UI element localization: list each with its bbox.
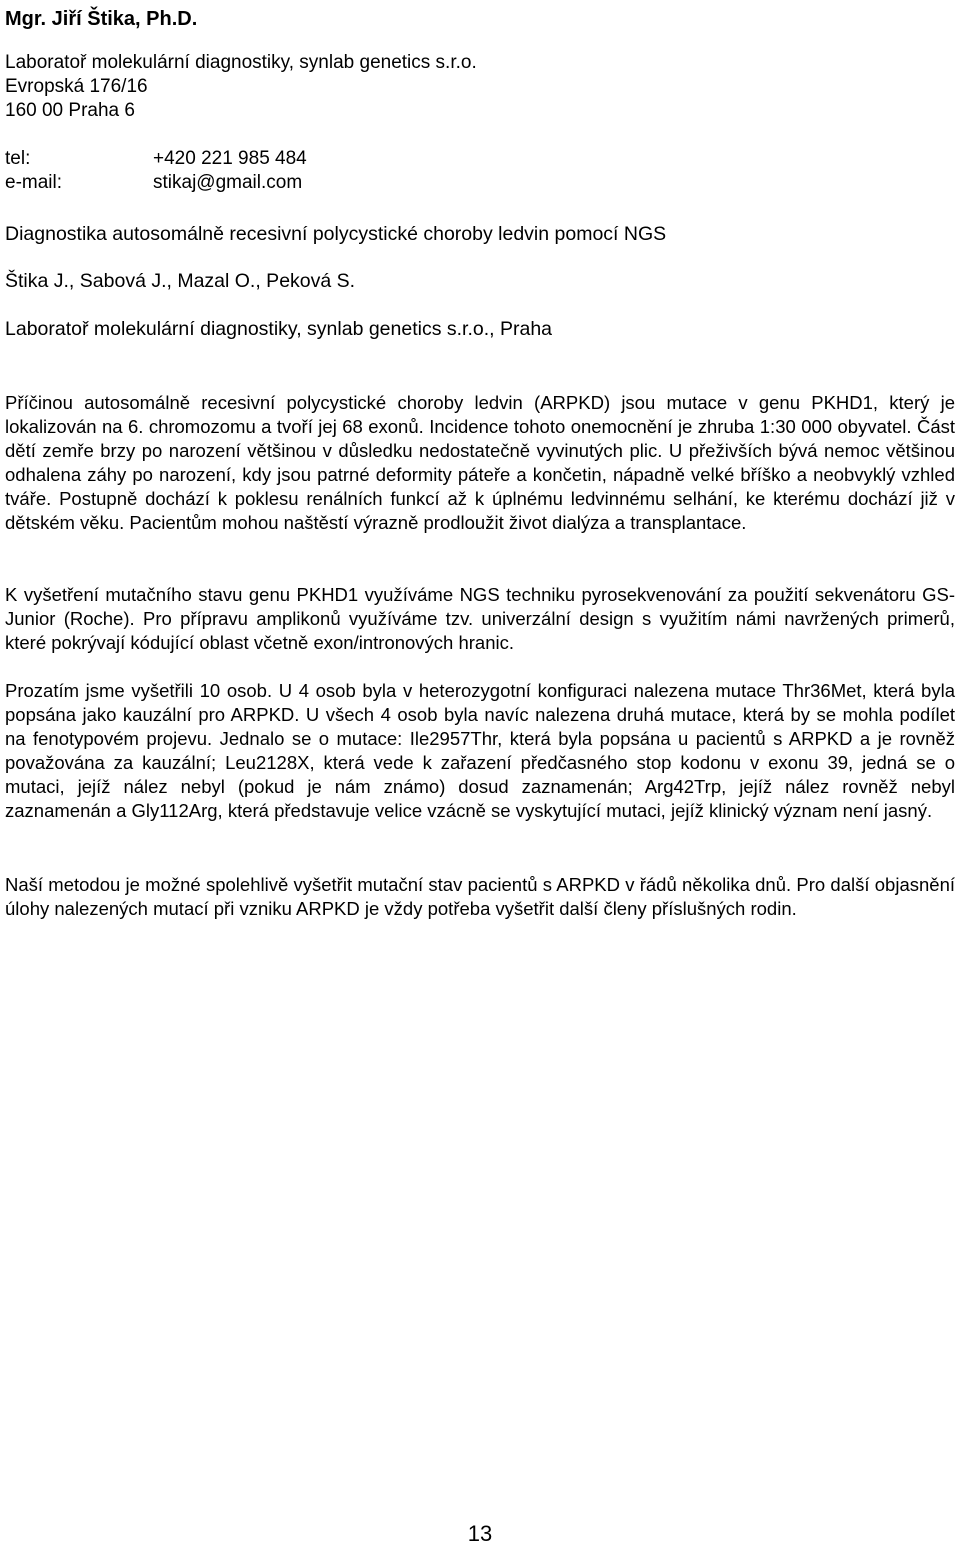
- address-line-lab: Laboratoř molekulární diagnostiky, synlab genetics s.r.o.: [5, 52, 477, 73]
- abstract-authors: Štika J., Sabová J., Mazal O., Peková S.: [5, 270, 356, 292]
- abstract-title: Diagnostika autosomálně recesivní polycystické choroby ledvin pomocí NGS: [5, 223, 667, 245]
- abstract-paragraph: Prozatím jsme vyšetřili 10 osob. U 4 osob byla v heterozygotní konfiguraci nalezena mutace Thr36Met, která byla popsána jako kauzální pro ARPKD. U všech 4 osob byla navíc nalezena druhá mutace, která by se mohla podílet na fenotypovém projevu. Jednalo se o mutace: Ile2957Thr, která byla popsána u pacientů s ARPKD a je rovněž považována za kauzální; Leu2128X, která vede k zařazení předčasného stop kodonu v exonu 39, jedná se o mutaci, jejíž nález nebyl (pokud je nám známo) dosud zaznamenán; Arg42Trp, jejíž nález rovněž nebyl zaznamenán a Gly112Arg, která představuje velice vzácně se vyskytující mutaci, jejíž klinický význam není jasný.: [5, 680, 955, 821]
- abstract-paragraph: Naší metodou je možné spolehlivě vyšetřit mutační stav pacientů s ARPKD v řádů několika dnů. Pro další objasnění úlohy nalezených mutací při vzniku ARPKD je vždy potřeba vyšetřit další členy příslušných rodin.: [5, 874, 955, 919]
- address-line-city: 160 00 Praha 6: [5, 100, 135, 121]
- author-name: Mgr. Jiří Štika, Ph.D.: [5, 8, 198, 30]
- abstract-affiliation: Laboratoř molekulární diagnostiky, synlab genetics s.r.o., Praha: [5, 318, 553, 340]
- abstract-paragraph: Příčinou autosomálně recesivní polycystické choroby ledvin (ARPKD) jsou mutace v genu PKHD1, který je lokalizován na 6. chromozomu a tvoří jej 68 exonů. Incidence tohoto onemocnění je zhruba 1:30 000 obyvatel. Část dětí zemře brzy po narození většinou v důsledku nedostatečně vyvinutých plic. U přeživších bývá nemoc většinou odhalena záhy po narození, kdy jsou patrné deformity páteře a končetin, nápadně velké bříško a neobvyklý vzhled tváře. Postupně dochází k poklesu renálních funkcí až k úplnému ledvinnému selhání, ke kterému dochází již v dětském věku. Pacientům mohou naštěstí výrazně prodloužit život dialýza a transplantace.: [5, 392, 955, 533]
- email-label: e-mail:: [5, 172, 63, 193]
- tel-value: +420 221 985 484: [153, 148, 307, 169]
- tel-label: tel:: [5, 148, 31, 169]
- address-line-street: Evropská 176/16: [5, 76, 148, 97]
- email-value: stikaj@gmail.com: [153, 172, 303, 193]
- contact-tel-row: [5, 147, 307, 171]
- abstract-paragraph: K vyšetření mutačního stavu genu PKHD1 využíváme NGS techniku pyrosekvenování za použití sekvenátoru GS-Junior (Roche). Pro přípravu amplikonů využíváme tzv. univerzální design s využitím námi navržených primerů, které pokrývají kódující oblast včetně exon/intronových hranic.: [5, 584, 955, 653]
- contact-email-row: [5, 171, 302, 195]
- page-number: 13: [467, 1521, 493, 1546]
